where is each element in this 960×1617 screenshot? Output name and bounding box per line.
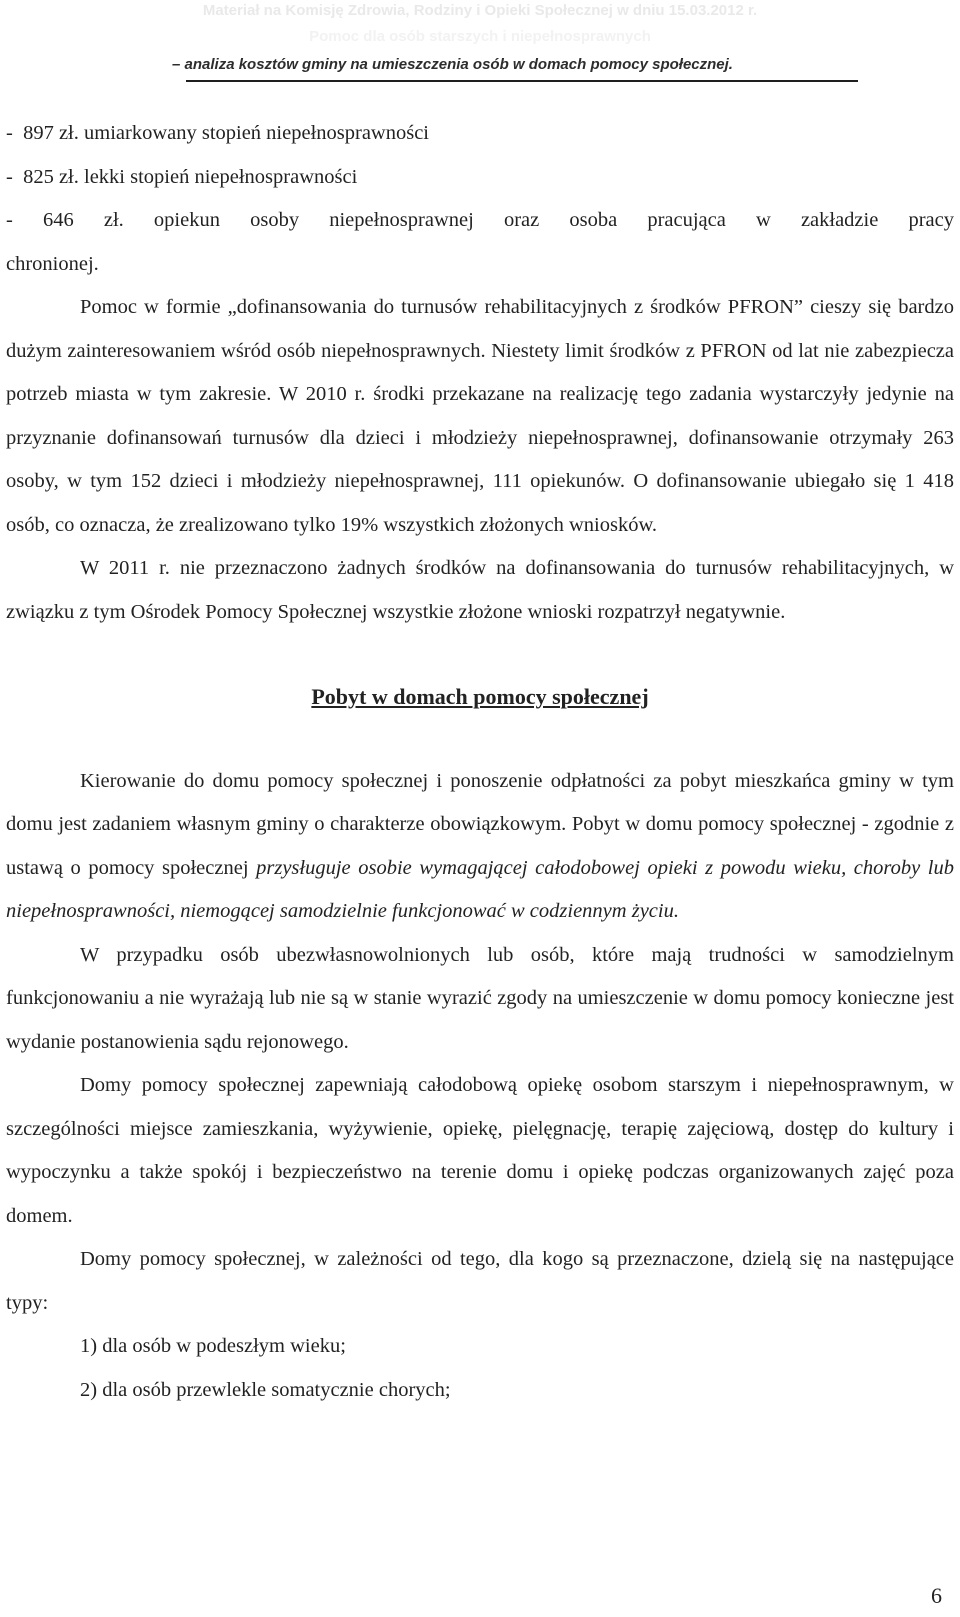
paragraph-kierowanie bbox=[6, 760, 954, 934]
paragraph-kierowanie-text: Kierowanie do domu pomocy społecznej i ponoszenie odpłatności za pobyt mieszkańca gminy w tym domu jest zadaniem własnym gminy o charakterze obowiązkowym. Pobyt w domu pomocy społecznej - zgodnie z ustawą o pomocy społecznej bbox=[6, 769, 954, 879]
paragraph-typy: Domy pomocy społecznej, w zależności od tego, dla kogo są przeznaczone, dzielą się na następujące typy: bbox=[6, 1248, 954, 1314]
header-line-1: Materiał na Komisję Zdrowia, Rodziny i Opieki Społecznej w dniu 15.03.2012 r. bbox=[202, 2, 758, 19]
header-line-3: – analiza kosztów gminy na umieszczenia osób w domach pomocy społecznej. bbox=[172, 56, 733, 73]
section-heading: Pobyt w domach pomocy społecznej bbox=[311, 684, 649, 709]
list-item-3-line-1: - 646 zł. opiekun osoby niepełnosprawnej oraz osoba pracująca w zakładzie pracy bbox=[6, 209, 954, 231]
paragraph-kierowanie-italic: przysługuje osobie wymagającej całodobowej opieki z powodu wieku, choroby lub niepełnosprawności, niemogącej samodzielnie funkcjonować w codziennym życiu. bbox=[6, 856, 955, 922]
header-line-2: Pomoc dla osób starszych i niepełnosprawnych bbox=[309, 28, 651, 45]
list-item: 2) dla osób przewlekle somatycznie chorych; bbox=[80, 1378, 451, 1401]
list-item: - 897 zł. umiarkowany stopień niepełnosprawności bbox=[6, 122, 430, 144]
header-rule bbox=[186, 80, 858, 82]
list-item: 1) dla osób w podeszłym wieku; bbox=[80, 1335, 346, 1357]
list-item: - 825 zł. lekki stopień niepełnosprawności bbox=[6, 165, 358, 188]
paragraph-pfron: Pomoc w formie „dofinansowania do turnusów rehabilitacyjnych z środków PFRON” cieszy się bardzo dużym zainteresowaniem wśród osób niepełnosprawnych. Niestety limit środków z PFRON od lat nie zabezpiecza potrzeb miasta w tym zakresie. W 2010 r. środki przekazane na realizację tego zadania wystarczyły jedynie na przyznanie dofinansowań turnusów dla dzieci i młodzieży niepełnosprawnej, dofinansowanie otrzymały 263 osoby, w tym 152 dzieci i młodzieży niepełnosprawnej, 111 opiekunów. O dofinansowanie ubiegało się 1 418 osób, co oznacza, że zrealizowano tylko 19% wszystkich złożonych wniosków. bbox=[6, 296, 954, 536]
paragraph-ubezwlasnowolnieni: W przypadku osób ubezwłasnowolnionych lub osób, które mają trudności w samodzielnym funkcjonowaniu a nie wyrażają lub nie są w stanie wyrazić zgody na umieszczenie w domu pomocy konieczne jest wydanie postanowienia sądu rejonowego. bbox=[6, 943, 954, 1053]
page-header bbox=[0, 0, 960, 82]
page-number: 6 bbox=[931, 1583, 942, 1608]
list-item-3-line-2: chronionej. bbox=[6, 252, 99, 275]
paragraph-domy: Domy pomocy społecznej zapewniają całodobową opiekę osobom starszym i niepełnosprawnym, w szczególności miejsce zamieszkania, wyżywienie, opiekę, pielęgnację, terapię zajęciową, dostęp do kultury i wypoczynku a także spokój i bezpieczeństwo na terenie domu i opiekę podczas organizowanych zajęć poza domem. bbox=[6, 1074, 954, 1227]
paragraph-2011: W 2011 r. nie przeznaczono żadnych środków na dofinansowania do turnusów rehabilitacyjnych, w związku z tym Ośrodek Pomocy Społecznej wszystkie złożone wnioski rozpatrzył negatywnie. bbox=[6, 557, 954, 623]
document-body bbox=[6, 112, 954, 1412]
